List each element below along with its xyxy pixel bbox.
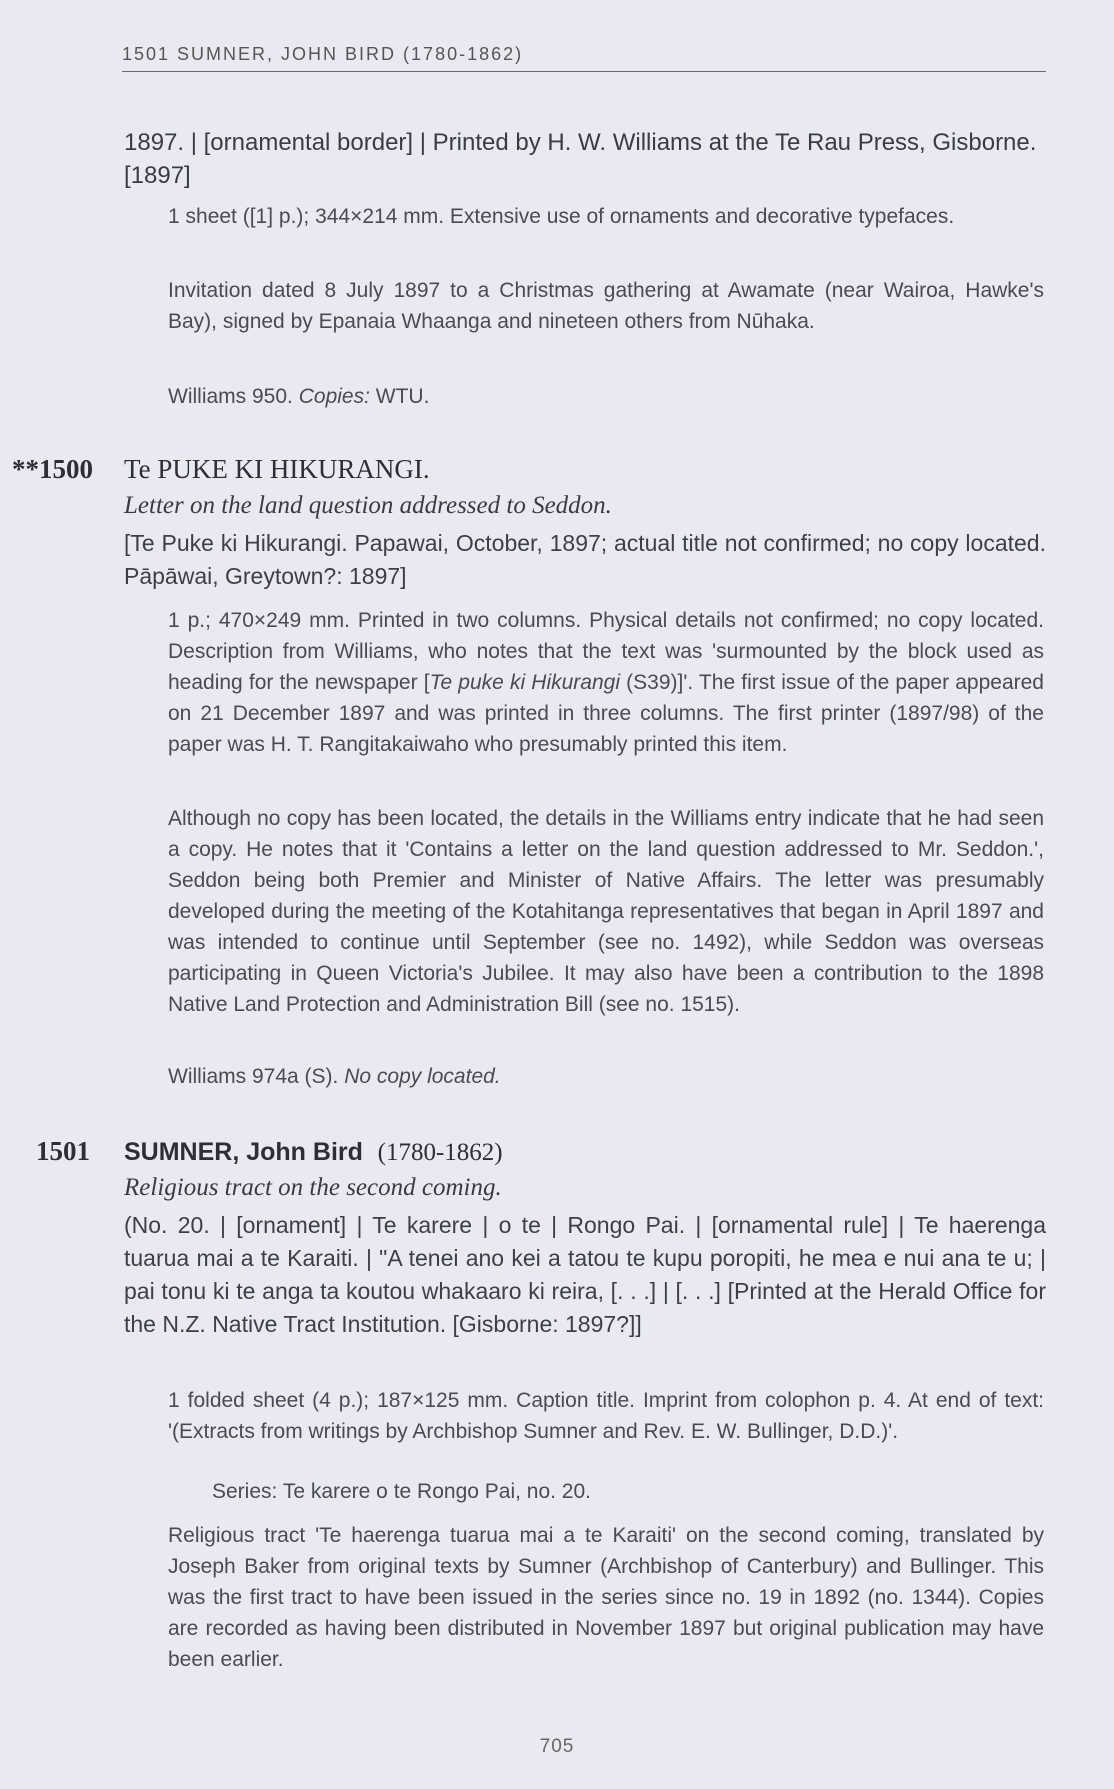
- prev-entry-imprint: 1897. | [ornamental border] | Printed by H. W. Williams at the Te Rau Press, Gisborne. [1897]: [124, 129, 1037, 189]
- entry-physical: [168, 605, 1044, 760]
- entry-heading-line: [124, 1136, 503, 1167]
- prev-entry-note: Invitation dated 8 July 1897 to a Christmas gathering at Awamate (near Wairoa, Hawke's Bay), signed by Epanaia Whaanga and nineteen others from Nūhaka.: [168, 279, 1044, 333]
- entry-heading: SUMNER, John Bird: [124, 1138, 363, 1166]
- entry-subtitle: Letter on the land question addressed to Seddon.: [124, 492, 612, 519]
- entry-note: Religious tract 'Te haerenga tuarua mai a te Karaiti' on the second coming, translated by Joseph Baker from original texts by Sumner (Archbishop of Canterbury) and Bullinger. This was the first tract to have been issued in the series since no. 19 in 1892 (no. 1344). Copies are recorded as having been distributed in November 1897 but original publication may have been earlier.: [168, 1524, 1044, 1671]
- entry-physical: 1 folded sheet (4 p.); 187×125 mm. Caption title. Imprint from colophon p. 4. At end of text: '(Extracts from writings by Archbishop Sumner and Rev. E. W. Bullinger, D.D.)'.: [168, 1389, 1044, 1443]
- entry-transcription: [Te Puke ki Hikurangi. Papawai, October, 1897; actual title not confirmed; no copy located. Pāpāwai, Greytown?: 1897]: [124, 530, 1046, 589]
- entry-transcription: (No. 20. | [ornament] | Te karere | o te | Rongo Pai. | [ornamental rule] | Te haerenga tuarua mai a te Karaiti. | "A tenei ano kei a tatou te kupu poropiti, he mea e nui ana te u; | pai tonu ki te anga ta koutou whakaaro ki reira, [. . .] | [. . .] [Printed at the Herald Office for the N.Z. Native Tract Institution. [Gisborne: 1897?]]: [124, 1212, 1046, 1337]
- prev-entry-physical: 1 sheet ([1] p.); 344×214 mm. Extensive use of ornaments and decorative typefaces.: [168, 205, 955, 228]
- entry-dates: (1780-1862): [377, 1139, 503, 1166]
- citation-label: Copies:: [298, 385, 370, 408]
- physical-text-b: (S39)]'. The first issue of the paper appeared on 21 December 1897 and was printed in three columns. The first printer (1897/98) of the paper was H. T. Rangitakaiwaho who presumably printed this item.: [168, 671, 1044, 756]
- entry-number: 1501: [36, 1136, 90, 1166]
- page-number: 705: [539, 1736, 575, 1757]
- citation-prefix: Williams 950.: [168, 385, 293, 408]
- entry-note: Although no copy has been located, the details in the Williams entry indicate that he had seen a copy. He notes that it 'Contains a letter on the land question addressed to Mr. Seddon.', Seddon being both Premier and Minister of Native Affairs. The letter was presumably developed during the meeting of the Kotahitanga representatives that began in April 1897 and was intended to continue until September (see no. 1492), while Seddon was overseas participating in Queen Victoria's Jubilee. It may also have been a contribution to the 1898 Native Land Protection and Administration Bill (see no. 1515).: [168, 807, 1044, 1016]
- entry-subtitle: Religious tract on the second coming.: [124, 1174, 502, 1201]
- prev-entry-citation: [168, 385, 429, 409]
- entry-citation: [168, 1065, 501, 1089]
- physical-text-a: 1 p.; 470×249 mm. Printed in two columns. Physical details not confirmed; no copy located. Description from Williams, who notes that the text was 'surmounted by the block used as heading for the newspaper [: [168, 609, 1044, 694]
- physical-text-italic: Te puke ki Hikurangi: [429, 671, 620, 694]
- running-head: 1501 SUMNER, JOHN BIRD (1780-1862): [122, 44, 1046, 72]
- citation-italic: No copy located.: [344, 1065, 501, 1088]
- entry-number: **1500: [12, 454, 93, 484]
- citation-prefix: Williams 974a (S).: [168, 1065, 339, 1088]
- citation-value: WTU.: [375, 385, 430, 408]
- entry-heading: Te PUKE KI HIKURANGI.: [124, 454, 430, 484]
- entry-series: Series: Te karere o te Rongo Pai, no. 20.: [212, 1480, 592, 1503]
